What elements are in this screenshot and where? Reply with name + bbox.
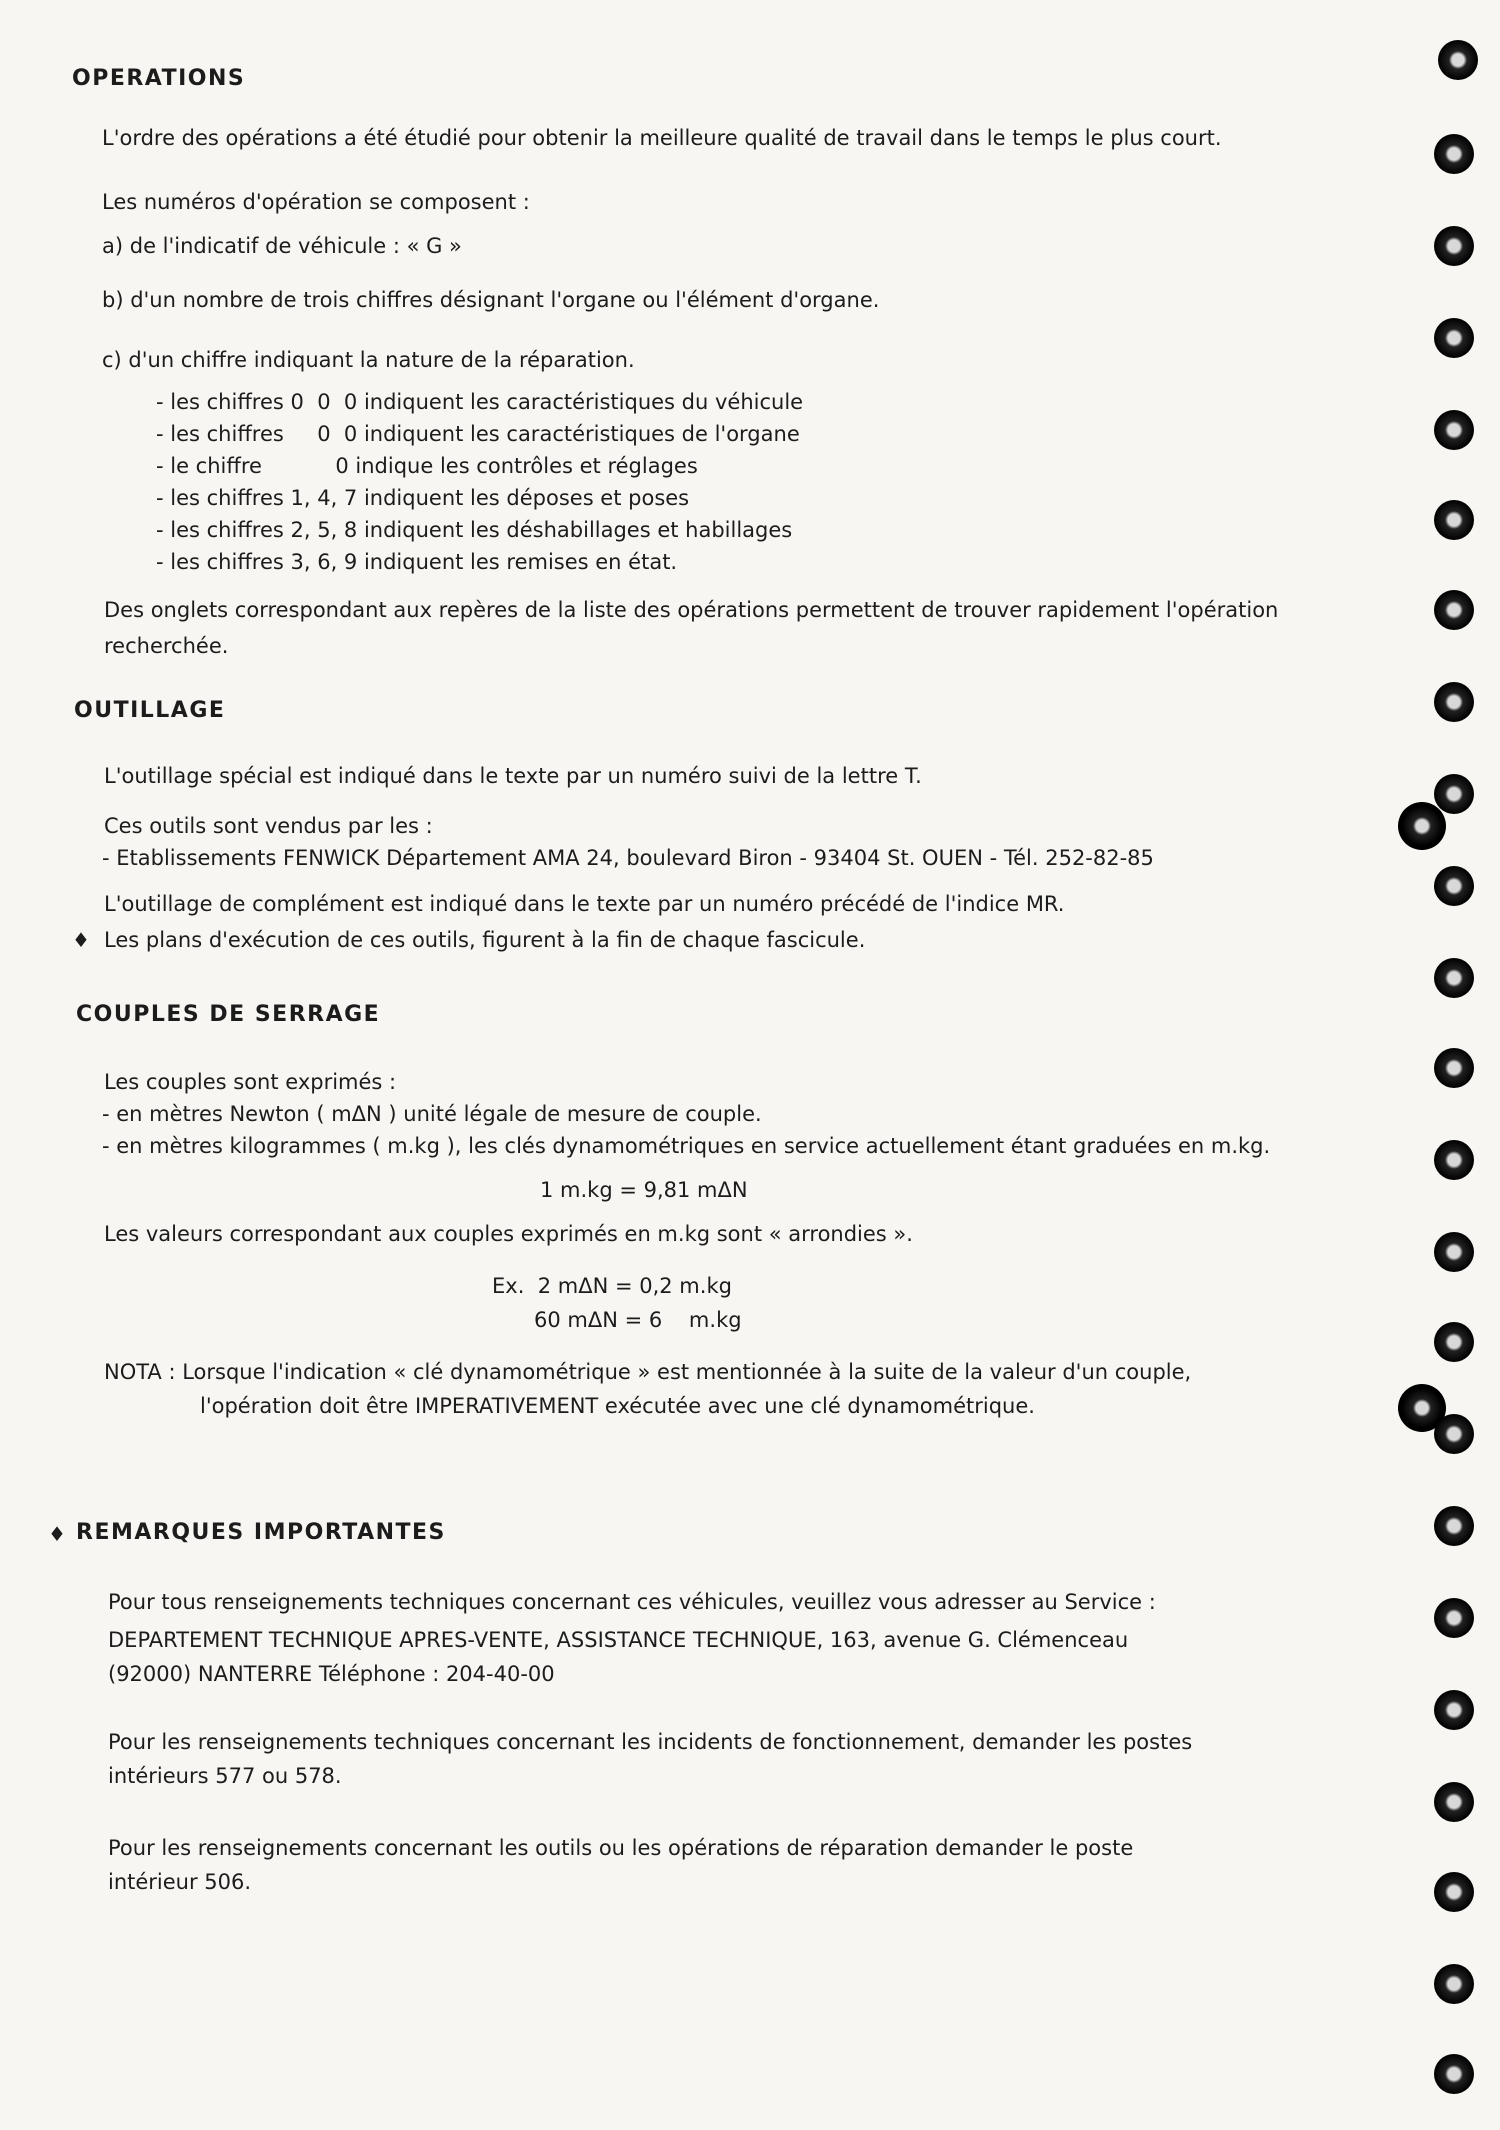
remarques-p2-line2: intérieurs 577 ou 578. [108, 1764, 342, 1788]
couples-example-1: Ex. 2 mΔN = 0,2 m.kg [492, 1274, 732, 1298]
operations-item-a: a) de l'indicatif de véhicule : « G » [102, 234, 462, 258]
couples-kg: - en mètres kilogrammes ( m.kg ), les clés dynamométriques en service actuellement étant graduées en m.kg. [102, 1134, 1271, 1158]
couples-nota-line2: l'opération doit être IMPERATIVEMENT exécutée avec une clé dynamométrique. [200, 1394, 1035, 1418]
outillage-complement: L'outillage de complément est indiqué dans le texte par un numéro précédé de l'indice MR. [104, 892, 1065, 916]
couples-newton: - en mètres Newton ( mΔN ) unité légale de mesure de couple. [102, 1102, 762, 1126]
punch-hole-icon [1434, 318, 1474, 358]
operations-heading: OPERATIONS [72, 66, 246, 91]
punch-hole-icon [1434, 1414, 1474, 1454]
punch-hole-icon [1434, 682, 1474, 722]
operations-digit-rule: - les chiffres 0 0 indiquent les caractéristiques de l'organe [156, 422, 800, 446]
remarques-p2-line1: Pour les renseignements techniques concernant les incidents de fonctionnement, demander les postes [108, 1730, 1193, 1754]
remarques-p1-line2: DEPARTEMENT TECHNIQUE APRES-VENTE, ASSISTANCE TECHNIQUE, 163, avenue G. Clémenceau [108, 1628, 1129, 1652]
couples-nota-line1: NOTA : Lorsque l'indication « clé dynamométrique » est mentionnée à la suite de la valeur d'un couple, [104, 1360, 1192, 1384]
punch-hole-icon [1434, 1232, 1474, 1272]
punch-hole-icon [1438, 40, 1478, 80]
operations-item-b: b) d'un nombre de trois chiffres désignant l'organe ou l'élément d'organe. [102, 288, 880, 312]
punch-hole-icon [1434, 866, 1474, 906]
punch-hole-icon [1398, 802, 1446, 850]
punch-hole-icon [1434, 500, 1474, 540]
outillage-heading: OUTILLAGE [74, 698, 226, 723]
operations-digit-rule: - les chiffres 0 0 0 indiquent les caractéristiques du véhicule [156, 390, 804, 414]
punch-hole-icon [1434, 134, 1474, 174]
outillage-special: L'outillage spécial est indiqué dans le texte par un numéro suivi de la lettre T. [104, 764, 922, 788]
punch-hole-icon [1434, 590, 1474, 630]
punch-hole-icon [1434, 2054, 1474, 2094]
remarques-p3-line1: Pour les renseignements concernant les outils ou les opérations de réparation demander le poste [108, 1836, 1134, 1860]
couples-heading: COUPLES DE SERRAGE [76, 1002, 381, 1027]
outillage-sold-by: Ces outils sont vendus par les : [104, 814, 433, 838]
punch-hole-icon [1434, 1598, 1474, 1638]
punch-hole-icon [1434, 1322, 1474, 1362]
remarques-p3-line2: intérieur 506. [108, 1870, 252, 1894]
operations-digit-rule: - les chiffres 2, 5, 8 indiquent les déshabillages et habillages [156, 518, 793, 542]
punch-hole-icon [1434, 226, 1474, 266]
operations-tabs-line1: Des onglets correspondant aux repères de la liste des opérations permettent de trouver rapidement l'opération [104, 598, 1279, 622]
remarques-heading: REMARQUES IMPORTANTES [76, 1520, 446, 1545]
operations-tabs-line2: recherchée. [104, 634, 229, 658]
operations-numbers-intro: Les numéros d'opération se composent : [102, 190, 530, 214]
operations-intro: L'ordre des opérations a été étudié pour obtenir la meilleure qualité de travail dans le temps le plus court. [102, 126, 1222, 150]
punch-hole-icon [1434, 1964, 1474, 2004]
couples-expressed: Les couples sont exprimés : [104, 1070, 397, 1094]
couples-example-2: 60 mΔN = 6 m.kg [534, 1308, 742, 1332]
couples-equation: 1 m.kg = 9,81 mΔN [540, 1178, 748, 1202]
punch-hole-icon [1434, 1506, 1474, 1546]
punch-hole-icon [1434, 774, 1474, 814]
change-marker-icon: ♦ [72, 928, 90, 952]
operations-digit-rule: - le chiffre 0 indique les contrôles et réglages [156, 454, 698, 478]
punch-hole-icon [1434, 1048, 1474, 1088]
punch-hole-icon [1434, 1690, 1474, 1730]
punch-hole-icon [1434, 958, 1474, 998]
remarques-p1-line1: Pour tous renseignements techniques concernant ces véhicules, veuillez vous adresser au Service : [108, 1590, 1156, 1614]
change-marker-icon: ♦ [48, 1522, 66, 1546]
outillage-supplier: - Etablissements FENWICK Département AMA 24, boulevard Biron - 93404 St. OUEN - Tél. 252-82-85 [102, 846, 1154, 870]
couples-rounded: Les valeurs correspondant aux couples exprimés en m.kg sont « arrondies ». [104, 1222, 913, 1246]
punch-hole-icon [1434, 1140, 1474, 1180]
punch-hole-icon [1434, 1782, 1474, 1822]
operations-digit-rule: - les chiffres 1, 4, 7 indiquent les déposes et poses [156, 486, 690, 510]
remarques-p1-line3: (92000) NANTERRE Téléphone : 204-40-00 [108, 1662, 555, 1686]
operations-item-c: c) d'un chiffre indiquant la nature de la réparation. [102, 348, 635, 372]
outillage-plans: Les plans d'exécution de ces outils, figurent à la fin de chaque fascicule. [104, 928, 866, 952]
punch-hole-icon [1434, 1872, 1474, 1912]
operations-digit-rule: - les chiffres 3, 6, 9 indiquent les remises en état. [156, 550, 678, 574]
punch-hole-icon [1434, 410, 1474, 450]
